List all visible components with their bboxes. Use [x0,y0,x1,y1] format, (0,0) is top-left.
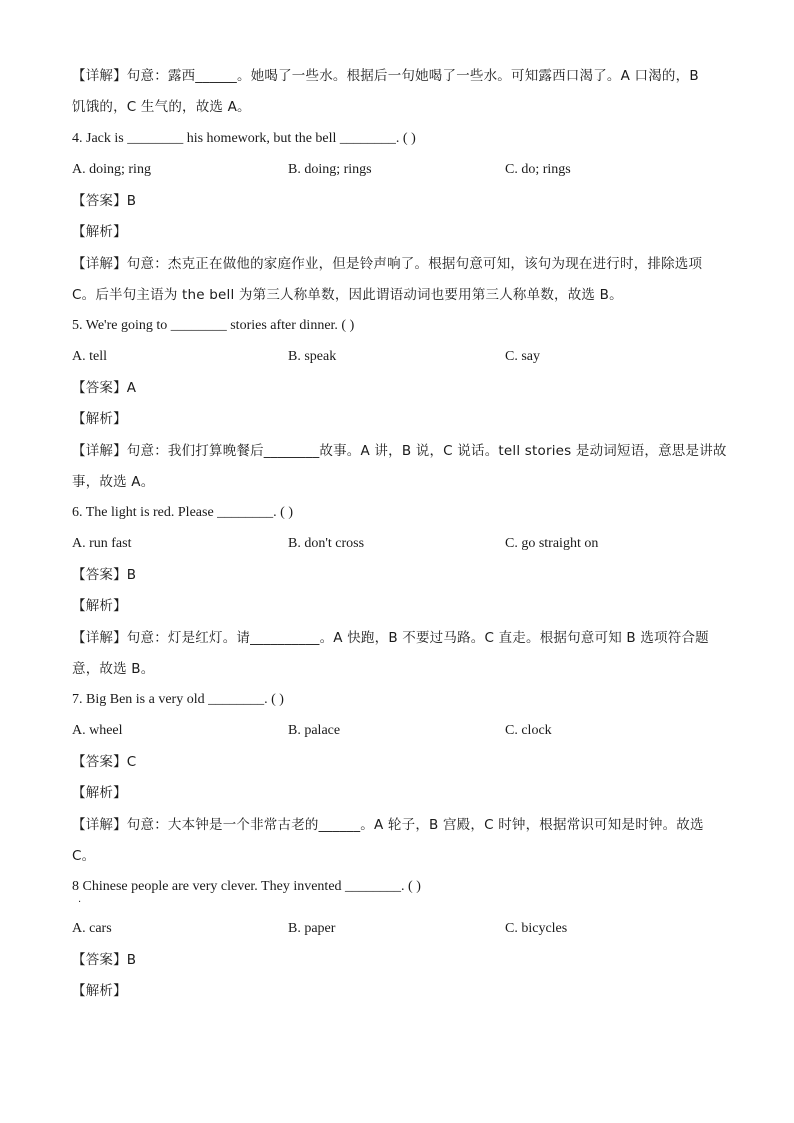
q5-detail-line-2: 事，故选 A。 [72,474,155,490]
q8-option-a: A. cars [72,921,112,936]
q8-option-b: B. paper [288,921,336,936]
q5-stem: 5. We're going to ________ stories after dinner. ( ) [72,318,355,333]
q8-stem: 8 Chinese people are very clever. They invented ________. ( ) [72,879,421,894]
q4-option-a: A. doing; ring [72,162,151,177]
q4-stem: 4. Jack is ________ his homework, but the bell ________. ( ) [72,131,416,146]
q7-option-c: C. clock [505,723,552,738]
q6-detail-line-2: 意，故选 B。 [72,661,155,677]
q5-option-a: A. tell [72,349,107,364]
q5-option-c: C. say [505,349,540,364]
q7-answer: 【答案】C [72,754,137,770]
q7-analysis-label: 【解析】 [72,785,127,801]
q6-analysis-label: 【解析】 [72,598,127,614]
q8-option-c: C. bicycles [505,921,568,936]
q6-option-b: B. don't cross [288,536,365,551]
q6-stem: 6. The light is red. Please ________. ( ) [72,505,293,520]
q4-answer: 【答案】B [72,193,137,209]
q5-detail-line-1: 【详解】句意：我们打算晚餐后________故事。A 讲，B 说，C 说话。tell stories 是动词短语，意思是讲故 [72,443,727,459]
q5-answer: 【答案】A [72,380,137,396]
q7-option-b: B. palace [288,723,341,738]
q6-option-a: A. run fast [72,536,132,551]
q4-option-c: C. do; rings [505,162,571,177]
q5-option-b: B. speak [288,349,337,364]
q4-detail-line-2: C。后半句主语为 the bell 为第三人称单数，因此谓语动词也要用第三人称单数，故选 B。 [72,287,623,303]
q4-analysis-label: 【解析】 [72,224,127,240]
q7-option-a: A. wheel [72,723,123,738]
q3-detail-line-1: 【详解】句意：露西______。她喝了一些水。根据后一句她喝了一些水。可知露西口渴了。A 口渴的，B [72,68,699,84]
q7-detail-line-1: 【详解】句意：大本钟是一个非常古老的______。A 轮子，B 宫殿，C 时钟，根据常识可知是时钟。故选 [72,817,704,833]
q4-option-b: B. doing; rings [288,162,372,177]
q6-answer: 【答案】B [72,567,137,583]
q8-number-dot: · [78,897,82,908]
q8-analysis-label: 【解析】 [72,983,127,999]
q7-detail-line-2: C。 [72,848,96,864]
q8-answer: 【答案】B [72,952,137,968]
q6-option-c: C. go straight on [505,536,599,551]
q7-stem: 7. Big Ben is a very old ________. ( ) [72,692,284,707]
q6-detail-line-1: 【详解】句意：灯是红灯。请__________。A 快跑，B 不要过马路。C 直走。根据句意可知 B 选项符合题 [72,630,709,646]
q4-detail-line-1: 【详解】句意：杰克正在做他的家庭作业，但是铃声响了。根据句意可知，该句为现在进行时，排除选项 [72,256,703,272]
q5-analysis-label: 【解析】 [72,411,127,427]
q3-detail-line-2: 饥饿的，C 生气的，故选 A。 [72,99,251,115]
